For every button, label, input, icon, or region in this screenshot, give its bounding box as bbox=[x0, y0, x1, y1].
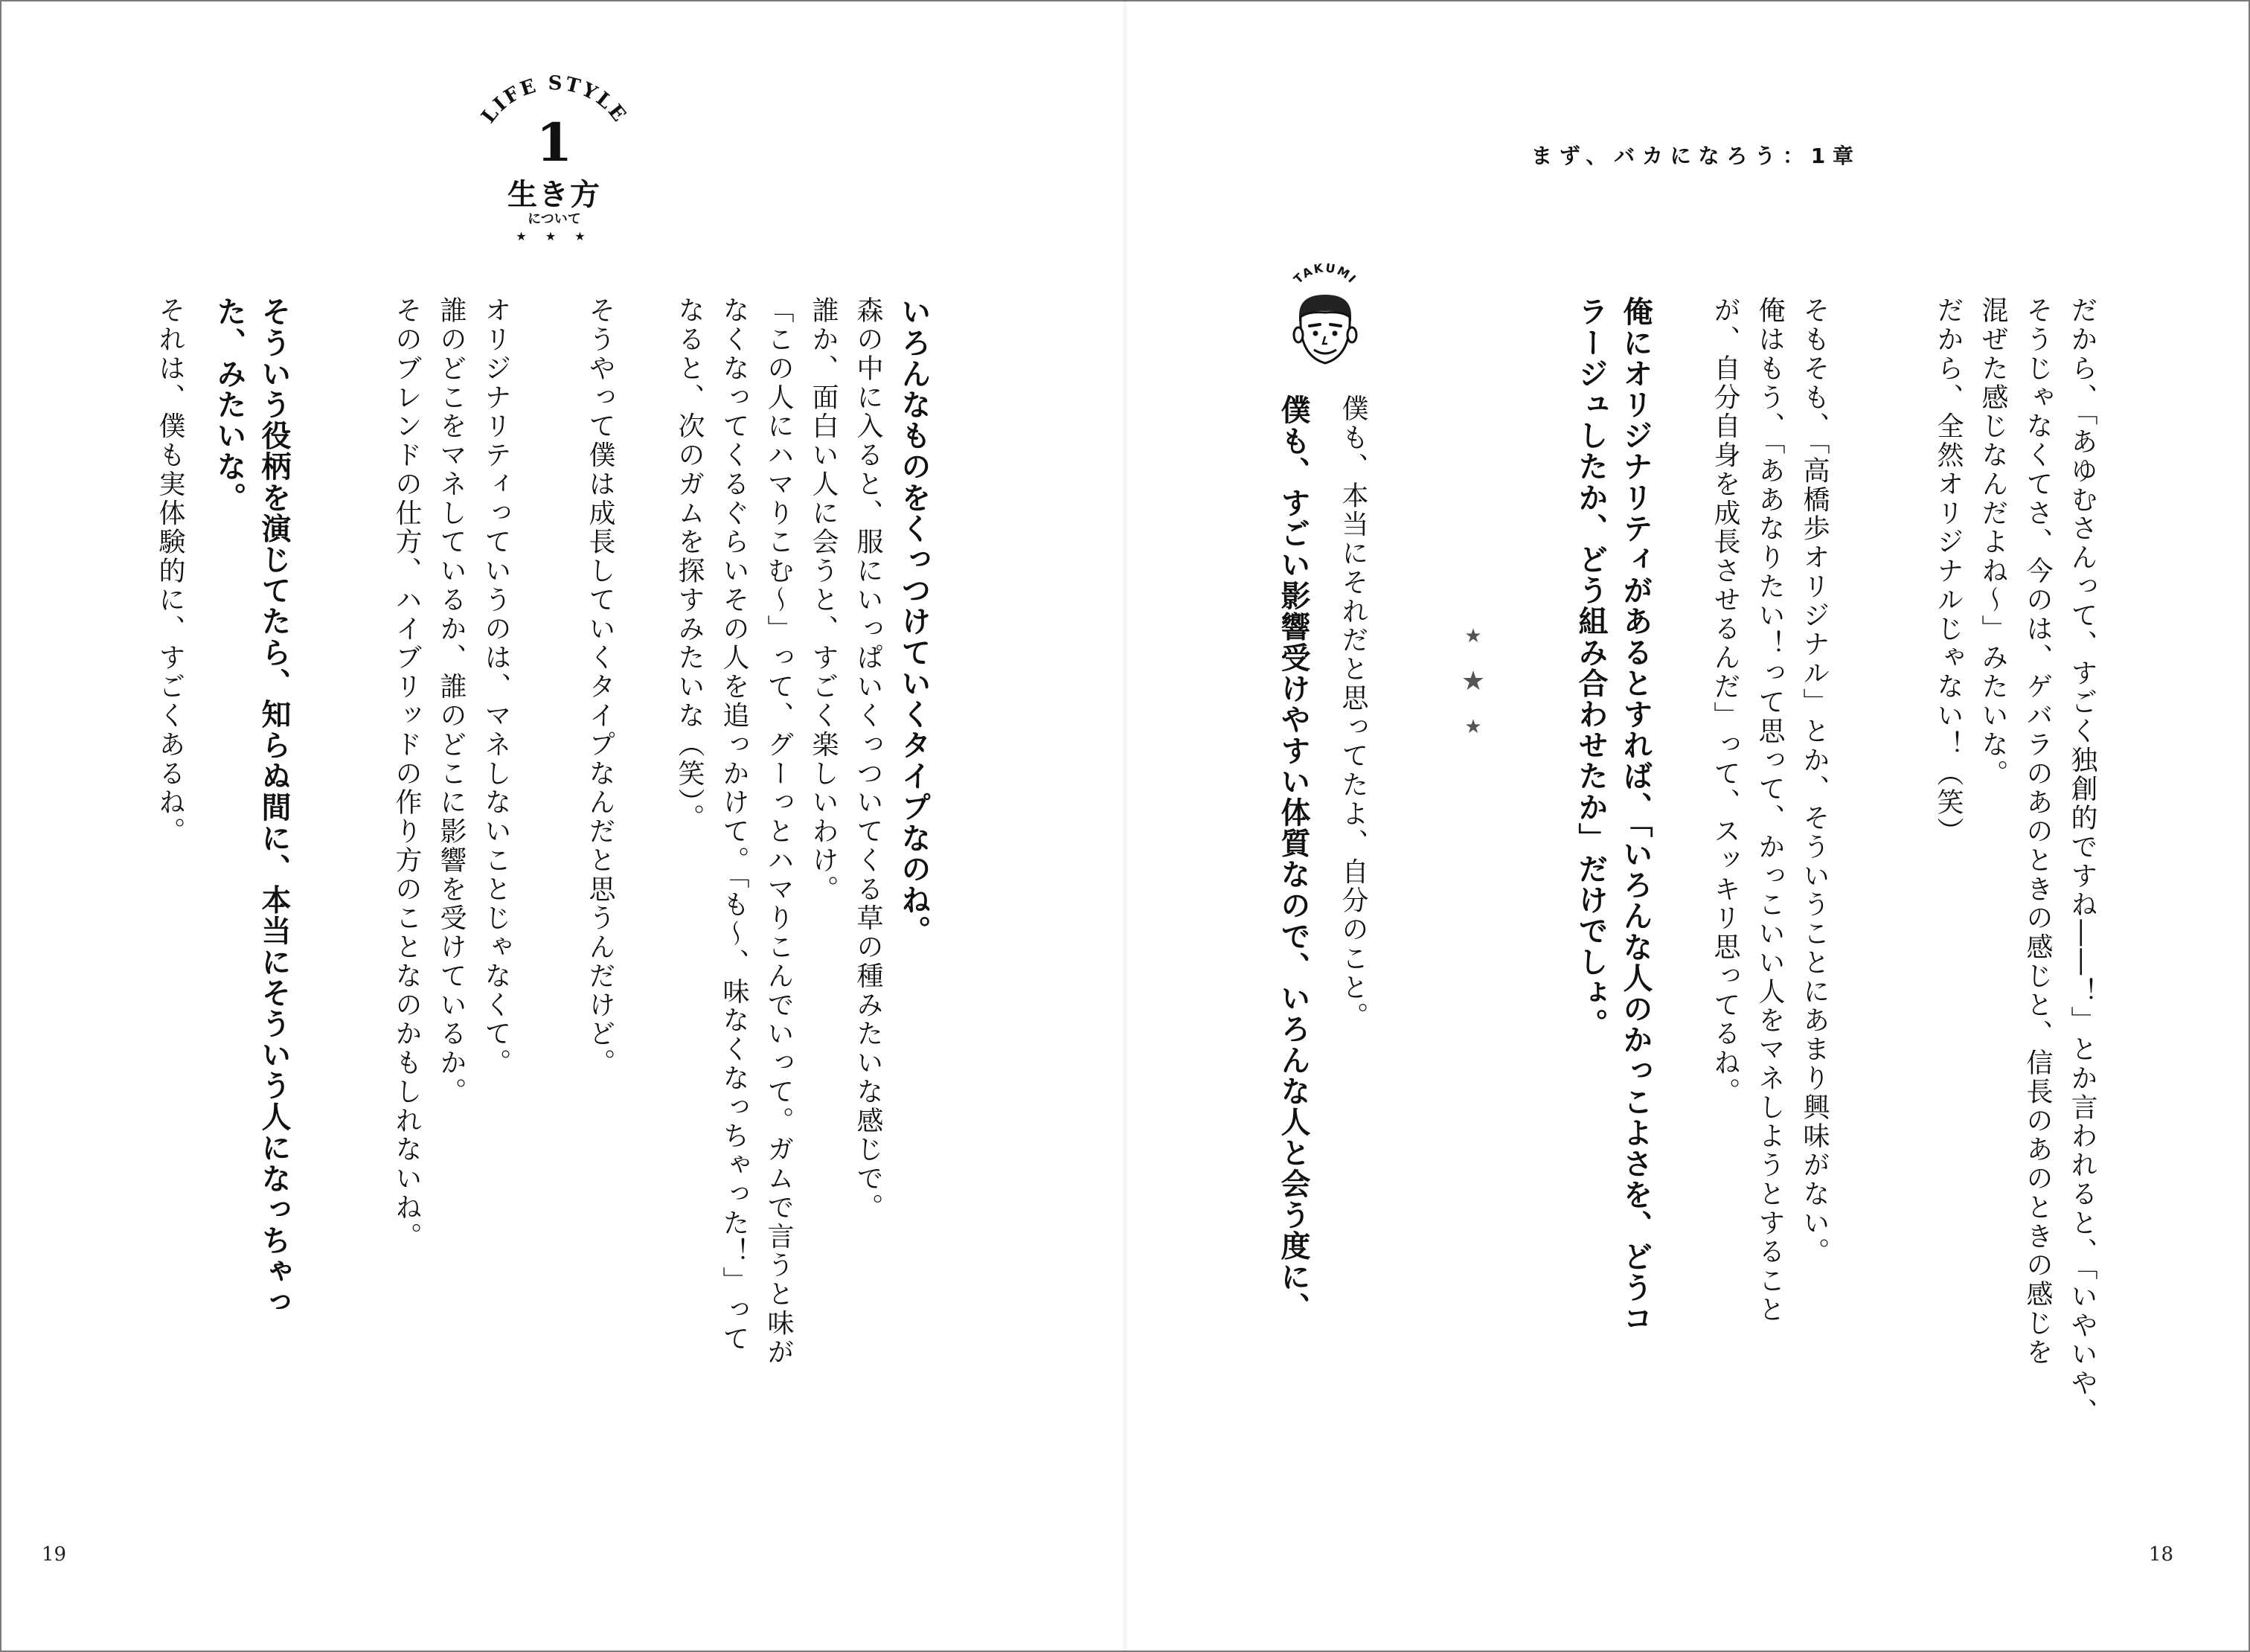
takumi-avatar bbox=[1277, 263, 1374, 375]
svg-text:LIFE STYLE: LIFE STYLE bbox=[477, 74, 632, 128]
left-line-9: 誰のどこをマネしているか、誰のどこに影響を受けているか。 bbox=[436, 296, 467, 1107]
right-line-1: だから、「あゆむさんって、すごく独創的ですね――！」とか言われると、「いやいや、 bbox=[2067, 296, 2097, 1427]
right-line-10: 僕も、本当にそれだと思ってたよ、自分のこと。 bbox=[1338, 394, 1368, 1031]
right-line-8: 俺にオリジナリティがあるとすれば、「いろんな人のかっこよさを、どうコ bbox=[1618, 296, 1653, 1334]
star-icon: ★ bbox=[1464, 625, 1482, 647]
right-line-6: 俺はもう、「ああなりたい！って思って、かっこいい人をマネしようとすること bbox=[1754, 296, 1785, 1325]
left-line-2: 森の中に入ると、服にいっぱいくっついてくる草の種みたいな感じで。 bbox=[853, 296, 883, 1223]
right-line-9: ラージュしたか、どう組み合わせたか」だけでしょ。 bbox=[1574, 296, 1608, 1040]
svg-text:TAKUMI: TAKUMI bbox=[1290, 263, 1360, 286]
left-line-1: いろんなものをくっつけていくタイプなのね。 bbox=[897, 296, 931, 947]
badge-number: 1 bbox=[536, 112, 573, 173]
left-line-13: それは、僕も実体験的に、すごくあるね。 bbox=[155, 296, 185, 846]
left-line-5: なくなってくるぐらいその人を追っかけて。「も～、味なくなっちゃった！」って bbox=[719, 296, 749, 1354]
badge-subtitle: について bbox=[528, 211, 581, 227]
running-head: まず、バカになろう：1章 bbox=[1531, 144, 1861, 168]
left-line-6: なると、次のガムを探すみたいな（笑）。 bbox=[674, 296, 705, 833]
life-style-badge bbox=[469, 74, 640, 253]
book-gutter bbox=[1122, 0, 1128, 1652]
page-number-left: 19 bbox=[42, 1543, 67, 1566]
right-line-5: そもそも、「高橋歩オリジナル」とか、そういうことにあまり興味がない。 bbox=[1799, 296, 1830, 1267]
right-line-11: 僕も、すごい影響受けやすい体質なので、いろんな人と会う度に、 bbox=[1276, 394, 1310, 1323]
left-line-11: そういう役柄を演じてたら、知らぬ間に、本当にそういう人になっちゃっ bbox=[257, 296, 291, 1318]
right-line-7: が、自分自身を成長させるんだ」って、スッキリ思ってるね。 bbox=[1710, 296, 1740, 1107]
badge-title: 生き方 bbox=[507, 178, 601, 212]
right-line-4: だから、全然オリジナルじゃない！（笑） bbox=[1933, 296, 1964, 846]
left-line-7: そうやって僕は成長していくタイプなんだと思うんだけど。 bbox=[585, 296, 615, 1078]
page-number-right: 18 bbox=[2149, 1543, 2174, 1566]
badge-stars: ★ ★ ★ bbox=[516, 229, 593, 243]
left-line-3: 誰か、面白い人に会うと、すごく楽しいわけ。 bbox=[808, 296, 839, 904]
left-line-8: オリジナリティっていうのは、マネしないことじゃなくて。 bbox=[481, 296, 511, 1078]
star-icon: ★ bbox=[1464, 716, 1482, 738]
right-line-3: 混ぜた感じなんだよね～」みたいな。 bbox=[1978, 296, 2008, 788]
right-line-2: そうじゃなくてさ、今のは、ゲバラのあのときの感じと、信長のあのときの感じを bbox=[2022, 296, 2053, 1367]
left-line-10: そのブレンドの仕方、ハイブリッドの作り方のことなのかもしれないね。 bbox=[391, 296, 422, 1252]
takumi-face-icon bbox=[1277, 263, 1374, 375]
star-icon: ★ bbox=[1461, 666, 1486, 697]
section-break-stars bbox=[1458, 627, 1488, 737]
left-line-12: た、みたいな。 bbox=[212, 296, 246, 513]
left-line-4: 「この人にハマりこむ～」って、グーっとハマりこんでいって。ガムで言うと味が bbox=[763, 296, 794, 1367]
